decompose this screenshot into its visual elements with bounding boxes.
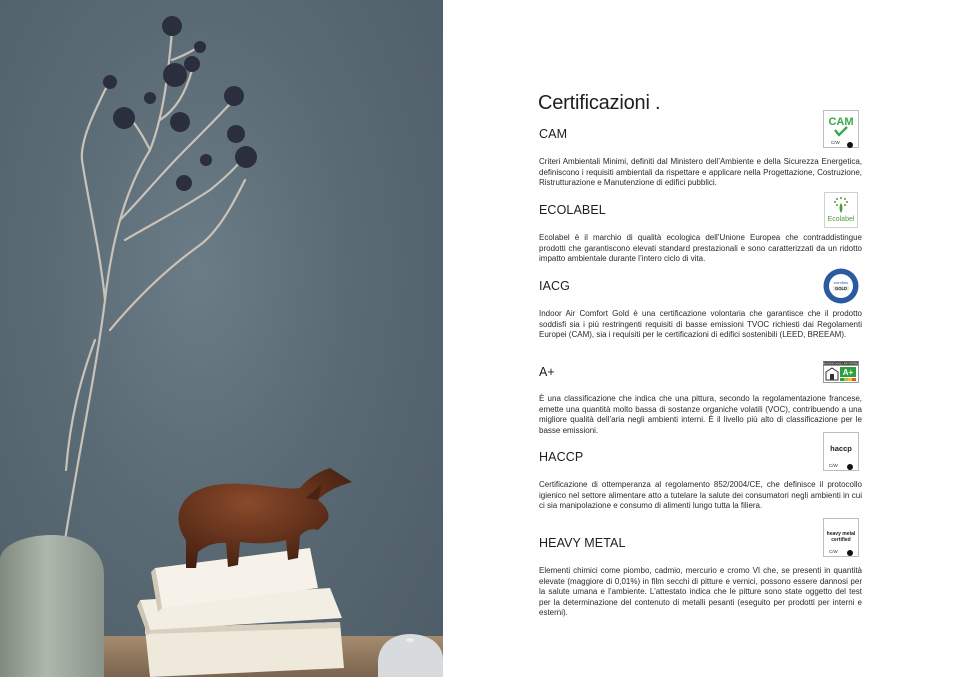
section-title-ecolabel: ECOLABEL [539,203,606,217]
heavy-metal-logo-text-1: heavy metal [826,531,855,537]
section-body-a-plus: È una classificazione che indica che una pittura, secondo la regolamentazione francese, emette una quantità molto bassa di sostanze organiche volatili (VOC), contribuendo a una migliore qualità dell’aria negli ambienti interni. È il livello più alto di classificazione per le basse emissioni. [539,394,862,435]
section-title-a-plus: A+ [539,365,555,379]
a-plus-logo-sub: ÉMISSIONS DANS L'AIR INTÉRIEUR [820,362,861,366]
haccp-logo-sub: C/W [828,463,838,468]
heavy-metal-logo-text-2: certified [830,537,851,543]
heavy-metal-certified-logo [823,518,858,560]
cam-logo-text: CAM [827,116,854,128]
cam-certification-logo [823,110,858,152]
indoor-air-comfort-gold-logo [823,268,858,304]
ecolabel-logo-text: Ecolabel [827,216,854,223]
page-title: Certificazioni . [538,92,661,114]
wooden-rhino-figurine [179,468,352,568]
interior-photo [0,0,443,677]
heavy-metal-logo-sub: C/W [828,549,838,554]
section-body-heavy-metal: Elementi chimici come piombo, cadmio, mercurio e cromo VI che, se presenti in quantità elevate (maggiore di 0,01%) in film secchi di pitture e vernici, possono essere dannosi per la salute umana e l’ambiente. L’attestato indica che le pitture sono state oggetto del test per la determinazione del contenuto di metalli pesanti (eseguito per prodotti per interni e esterni). [539,566,862,618]
a-plus-emission-label-logo [820,360,861,384]
section-title-haccp: HACCP [539,450,584,464]
section-title-heavy-metal: HEAVY METAL [539,536,626,550]
a-plus-logo-text: A+ [842,368,853,378]
haccp-logo-text: haccp [829,444,852,453]
section-title-iacg: IACG [539,279,570,293]
section-title-cam: CAM [539,127,568,141]
still-life-illustration [0,0,443,677]
cam-logo-sub: C/W [830,140,840,145]
section-body-haccp: Certificazione di ottemperanza al regolamento 852/2004/CE, che definisce il protocollo igienico nel settore alimentare atto a tutelare la salute dei consumatori negli ambienti in cui ci sia manipolazione e consumo di alimenti lungo tutta la filiera. [539,480,862,511]
section-body-iacg: Indoor Air Comfort Gold è una certificazione volontaria che garantisce che il prodotto soddisfi sia i più restringenti requisiti di basse emissioni TVOC richiesti dai Regolamenti Europei (CAM), sia i requisiti per le certificazioni di edifici sostenibili (LEED, BREEAM). [539,309,862,340]
section-body-cam: Criteri Ambientali Minimi, definiti dal Ministero dell’Ambiente e della Sicurezza Energetica, definiscono i requisiti ambientali da rispettare e applicare nella Progettazione, Costruzione, Ristrutturazione e Manutenzione di edifici pubblici. [539,157,862,188]
eu-ecolabel-logo [823,192,858,228]
iacg-logo-sub: eurofins [833,280,848,285]
iacg-logo-text: GOLD [834,286,847,291]
section-body-ecolabel: Ecolabel è il marchio di qualità ecologica dell’Unione Europea che contraddistingue prodotti che garantiscono elevati standard prestazionali e sono caratterizzati da un ridotto impatto ambientale durante l’intero ciclo di vita. [539,233,862,264]
haccp-certification-logo [823,432,858,474]
